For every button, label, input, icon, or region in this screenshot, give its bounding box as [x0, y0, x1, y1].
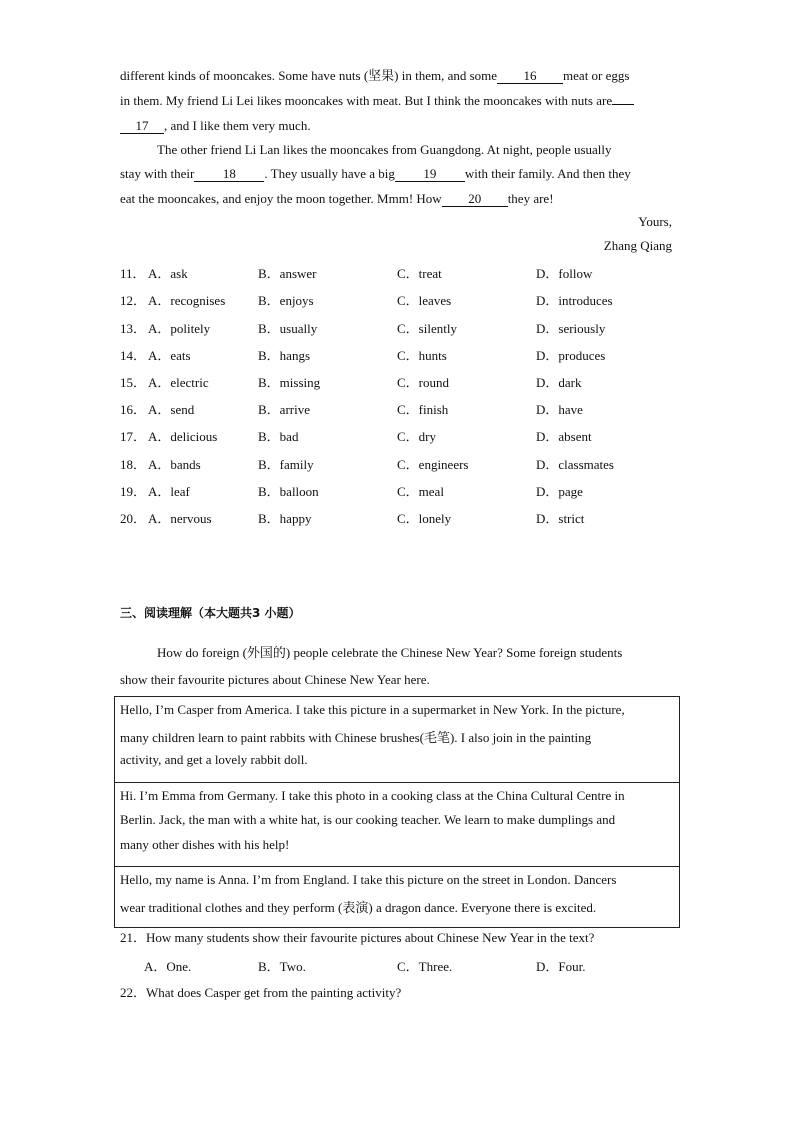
blank-17: 17: [120, 118, 164, 134]
option-c[interactable]: C．round: [397, 375, 450, 390]
option-a[interactable]: A．One.: [144, 959, 192, 974]
box-line: many children learn to paint rabbits with Chinese brushes(毛笔). I also join in the painting: [120, 730, 592, 745]
passage-text: The other friend Li Lan likes the mooncakes from Guangdong. At night, people usually: [157, 142, 612, 157]
passage-line-1: [120, 67, 629, 85]
option-c[interactable]: C．treat: [397, 266, 442, 281]
option-d[interactable]: D．seriously: [536, 321, 606, 336]
option-c[interactable]: C．lonely: [397, 511, 452, 526]
option-b[interactable]: B．arrive: [258, 402, 310, 417]
question-number: 20．: [120, 511, 147, 526]
option-b[interactable]: B．bad: [258, 429, 299, 444]
option-b[interactable]: B．family: [258, 457, 314, 472]
option-c[interactable]: C．meal: [397, 484, 444, 499]
option-a[interactable]: A．electric: [148, 375, 209, 390]
box-line: activity, and get a lovely rabbit doll.: [120, 752, 308, 767]
option-d[interactable]: D．Four.: [536, 959, 586, 974]
question-22: 22．What does Casper get from the painting activity?: [120, 985, 402, 1000]
option-row-17: [120, 426, 680, 444]
blank-20: 20: [442, 191, 508, 207]
option-b[interactable]: B．enjoys: [258, 293, 314, 308]
option-d[interactable]: D．absent: [536, 429, 592, 444]
option-d[interactable]: D．dark: [536, 375, 582, 390]
passage-text: , and I like them very much.: [164, 118, 311, 133]
section-title: 三、阅读理解（本大题共3 小题）: [120, 606, 301, 620]
box-line: Hello, my name is Anna. I’m from England. I take this picture on the street in London. Dancers: [120, 872, 617, 887]
signature: Zhang Qiang: [603, 238, 672, 253]
passage-text: with their family. And then they: [464, 166, 631, 181]
option-a[interactable]: A．send: [148, 402, 195, 417]
option-row-21: [120, 956, 680, 974]
question-number: 19．: [120, 484, 147, 499]
option-row-19: [120, 481, 680, 499]
option-d[interactable]: D．have: [536, 402, 583, 417]
box-line: Hi. I’m Emma from Germany. I take this photo in a cooking class at the China Cultural Centre in: [120, 788, 625, 803]
passage-text: in them. My friend Li Lei likes mooncakes with meat. But I think the mooncakes with nuts are: [120, 93, 613, 108]
option-d[interactable]: D．strict: [536, 511, 585, 526]
option-c[interactable]: C．hunts: [397, 348, 447, 363]
option-d[interactable]: D．classmates: [536, 457, 614, 472]
question-number: 14．: [120, 348, 147, 363]
passage-line-5: [120, 165, 631, 183]
passage-text: . They usually have a big: [264, 166, 395, 181]
reading-intro-line-1: How do foreign (外国的) people celebrate the Chinese New Year? Some foreign students: [157, 645, 623, 660]
option-a[interactable]: A．ask: [148, 266, 188, 281]
passage-line-6: [120, 190, 554, 208]
passage-text: they are!: [507, 191, 554, 206]
option-c[interactable]: C．finish: [397, 402, 449, 417]
option-c[interactable]: C．leaves: [397, 293, 452, 308]
option-b[interactable]: B．happy: [258, 511, 312, 526]
box-line: wear traditional clothes and they perform (表演) a dragon dance. Everyone there is excited.: [120, 900, 597, 915]
option-row-14: [120, 345, 680, 363]
option-b[interactable]: B．answer: [258, 266, 317, 281]
option-row-11: [120, 263, 680, 281]
passage-text: stay with their: [120, 166, 195, 181]
option-c[interactable]: C．engineers: [397, 457, 469, 472]
option-b[interactable]: B．missing: [258, 375, 321, 390]
question-number: 18．: [120, 457, 147, 472]
option-row-16: [120, 399, 680, 417]
box-line: Berlin. Jack, the man with a white hat, is our cooking teacher. We learn to make dumplings and: [120, 812, 616, 827]
option-b[interactable]: B．hangs: [258, 348, 311, 363]
option-c[interactable]: C．dry: [397, 429, 437, 444]
question-number: 11．: [120, 266, 146, 281]
option-a[interactable]: A．leaf: [148, 484, 190, 499]
blank-18: 18: [194, 166, 264, 182]
option-c[interactable]: C．silently: [397, 321, 457, 336]
option-c[interactable]: C．Three.: [397, 959, 453, 974]
option-a[interactable]: A．nervous: [148, 511, 212, 526]
option-a[interactable]: A．recognises: [148, 293, 226, 308]
reading-box-anna: [114, 866, 680, 928]
passage-line-2: [120, 92, 634, 110]
option-d[interactable]: D．produces: [536, 348, 606, 363]
box-line: Hello, I’m Casper from America. I take this picture in a supermarket in New York. In the picture,: [120, 702, 625, 717]
question-number: 13．: [120, 321, 147, 336]
option-b[interactable]: B．balloon: [258, 484, 319, 499]
box-line: many other dishes with his help!: [120, 837, 290, 852]
option-row-20: [120, 508, 680, 526]
passage-text: eat the mooncakes, and enjoy the moon together. Mmm! How: [120, 191, 442, 206]
blank-19: 19: [395, 166, 465, 182]
option-row-15: [120, 372, 680, 390]
question-number: 12．: [120, 293, 147, 308]
question-number: 16．: [120, 402, 147, 417]
passage-text: meat or eggs: [563, 68, 630, 83]
option-row-18: [120, 454, 680, 472]
passage-line-3: [120, 117, 311, 135]
option-a[interactable]: A．politely: [148, 321, 211, 336]
question-21: 21．How many students show their favourite pictures about Chinese New Year in the text?: [120, 930, 595, 945]
closing: Yours,: [638, 214, 672, 229]
blank-17-start: [612, 104, 634, 105]
reading-box-emma: [114, 782, 680, 867]
question-number: 15．: [120, 375, 147, 390]
reading-box-casper: [114, 696, 680, 783]
option-row-13: [120, 318, 680, 336]
option-d[interactable]: D．page: [536, 484, 583, 499]
reading-intro-line-2: show their favourite pictures about Chinese New Year here.: [120, 672, 430, 687]
passage-text: different kinds of mooncakes. Some have nuts (坚果) in them, and some: [120, 68, 498, 83]
option-d[interactable]: D．introduces: [536, 293, 613, 308]
blank-16: 16: [497, 68, 563, 84]
option-a[interactable]: A．eats: [148, 348, 191, 363]
option-a[interactable]: A．bands: [148, 457, 201, 472]
question-number: 17．: [120, 429, 147, 444]
passage-line-4: [157, 141, 612, 159]
option-b[interactable]: B．usually: [258, 321, 318, 336]
option-a[interactable]: A．delicious: [148, 429, 218, 444]
option-d[interactable]: D．follow: [536, 266, 593, 281]
option-row-12: [120, 290, 680, 308]
option-b[interactable]: B．Two.: [258, 959, 306, 974]
